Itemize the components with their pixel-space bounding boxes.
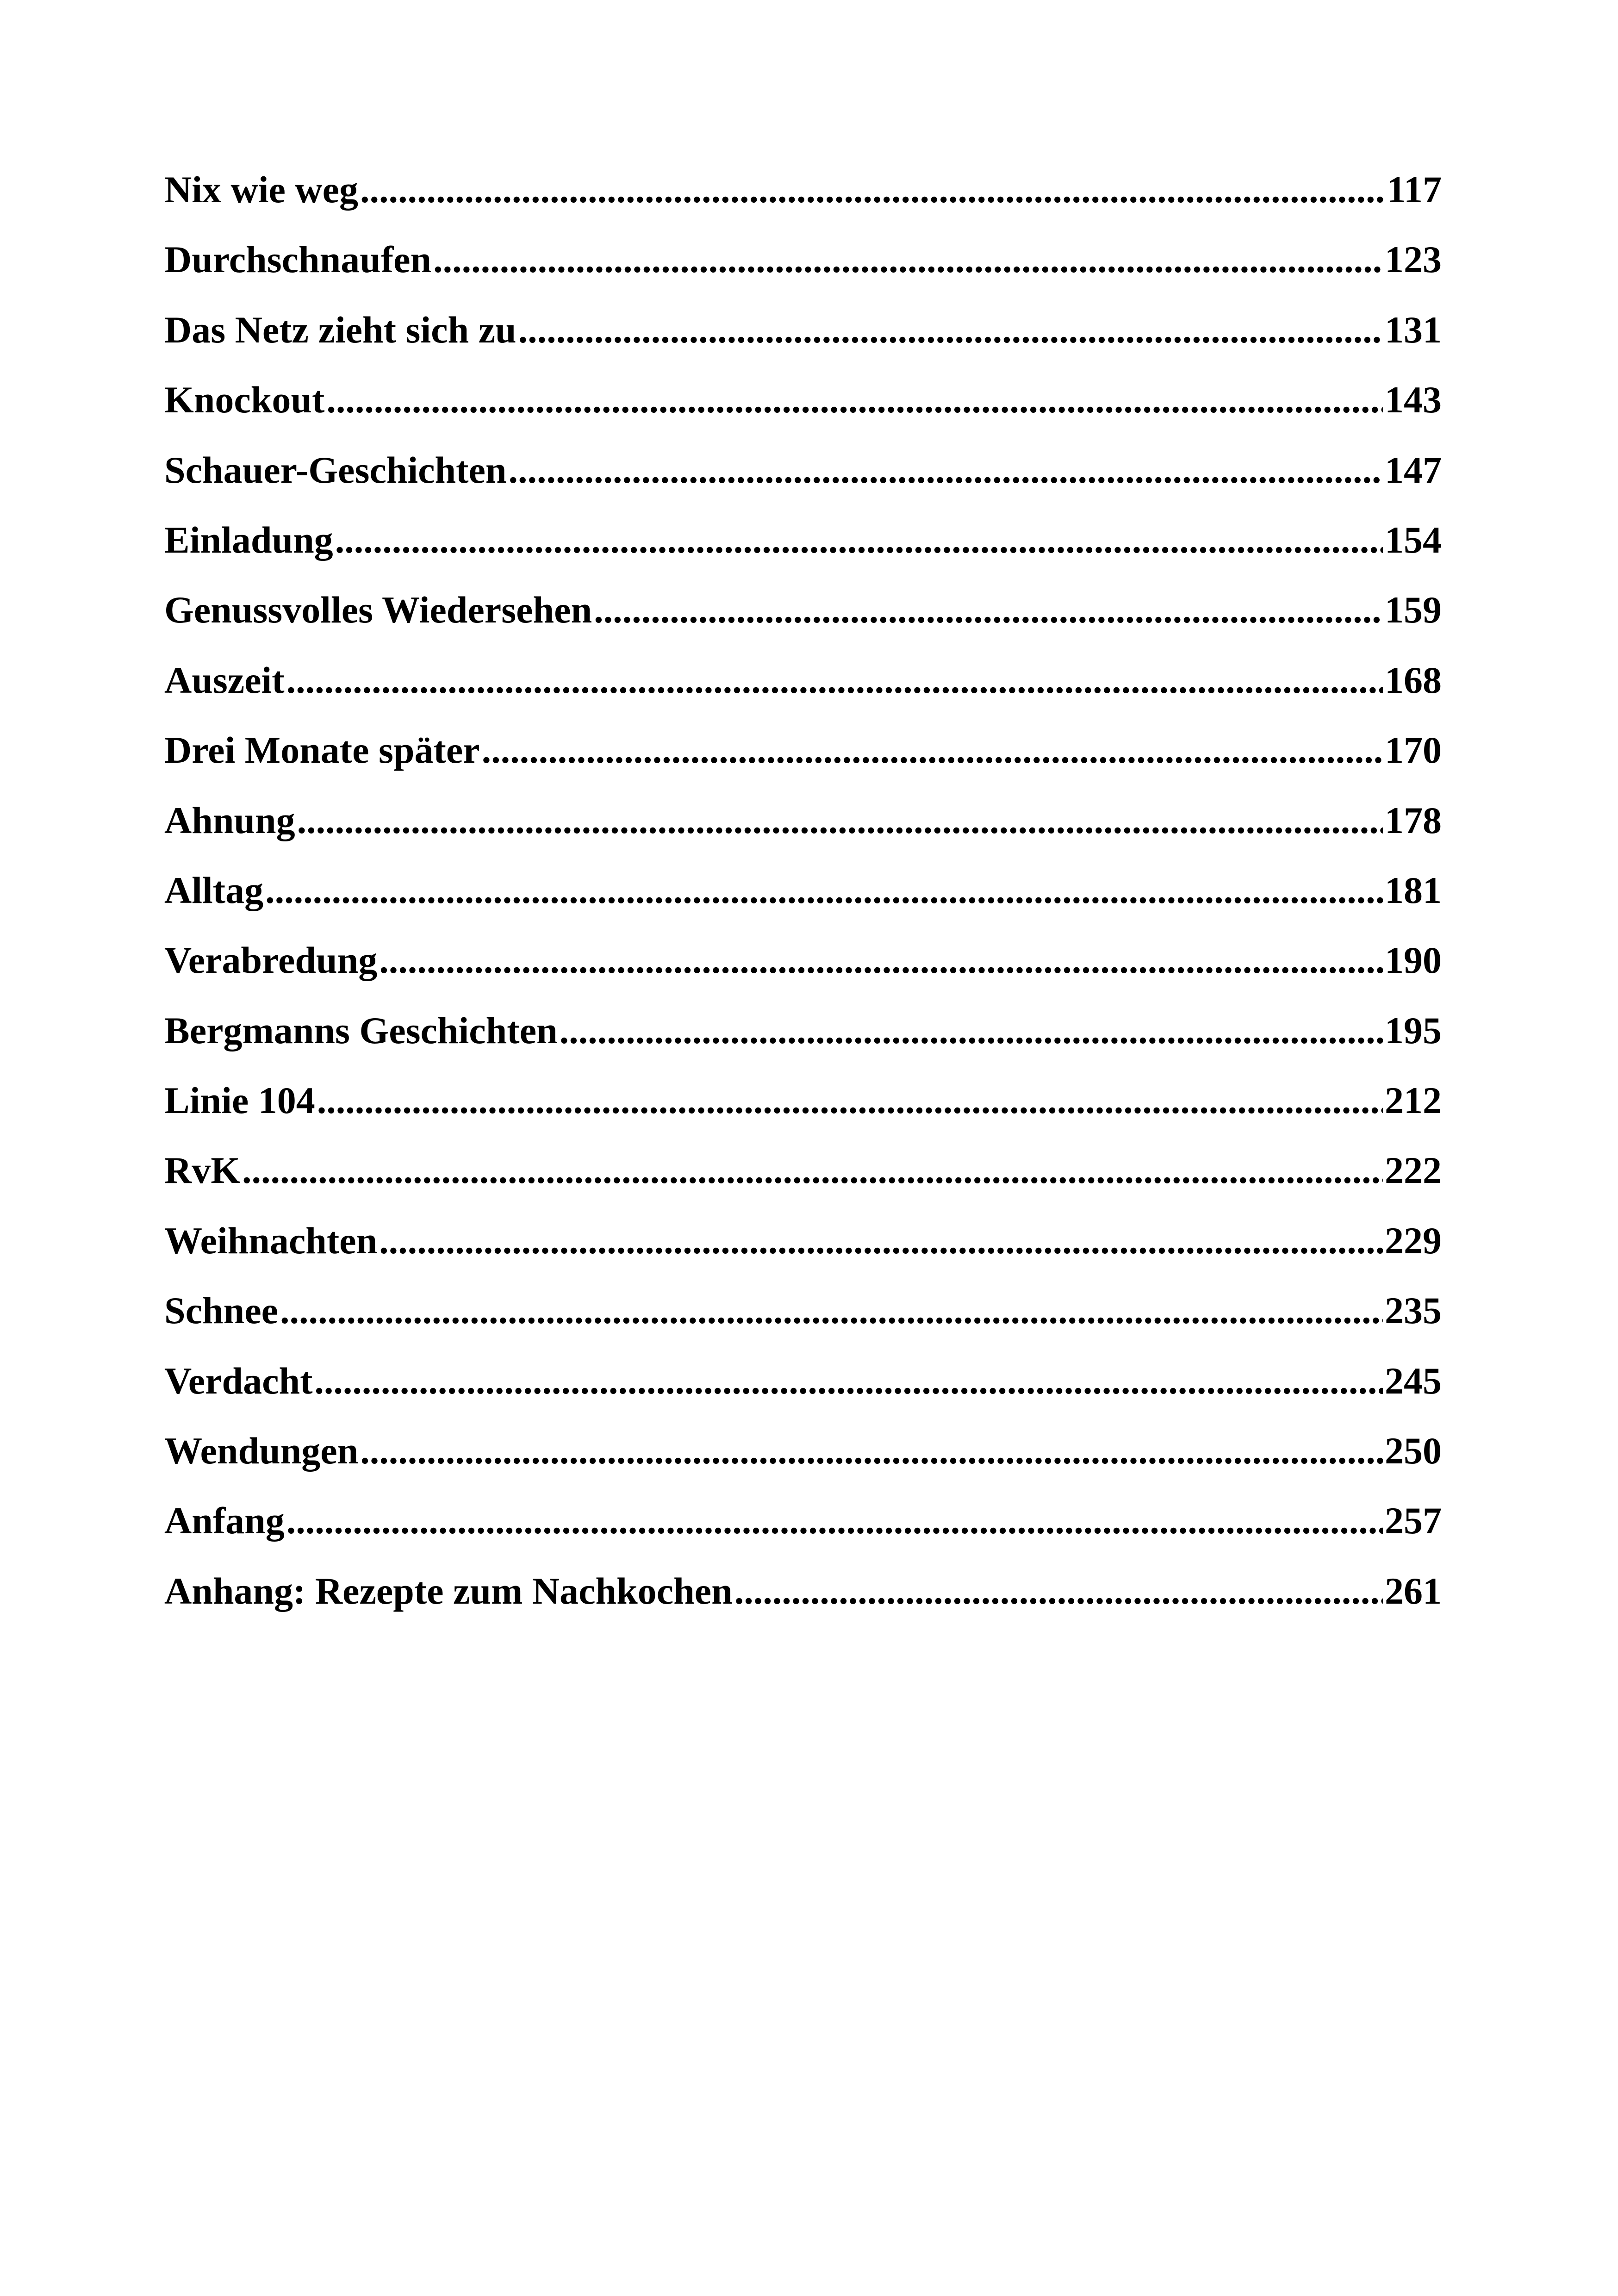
- toc-entry[interactable]: [164, 1486, 1442, 1556]
- toc-dot-leader: [280, 1276, 1383, 1345]
- toc-entry[interactable]: [164, 645, 1442, 715]
- toc-entry-page: 250: [1385, 1430, 1442, 1472]
- toc-entry-title: Wendungen: [164, 1430, 359, 1472]
- toc-entry[interactable]: [164, 1206, 1442, 1276]
- toc-entry[interactable]: [164, 1416, 1442, 1486]
- toc-entry[interactable]: [164, 435, 1442, 505]
- toc-dot-leader: [594, 575, 1383, 645]
- toc-entry[interactable]: [164, 996, 1442, 1065]
- toc-entry-page: 154: [1385, 518, 1442, 561]
- toc-entry-title: Weihnachten: [164, 1219, 378, 1262]
- toc-entry-title: Alltag: [164, 869, 264, 911]
- toc-dot-leader: [379, 925, 1383, 995]
- toc-entry[interactable]: [164, 715, 1442, 785]
- toc-entry-page: 257: [1385, 1500, 1442, 1542]
- toc-dot-leader: [297, 785, 1383, 855]
- toc-entry-title: Knockout: [164, 379, 325, 421]
- toc-entry-page: 261: [1385, 1569, 1442, 1612]
- toc-dot-leader: [242, 1135, 1383, 1205]
- toc-entry[interactable]: [164, 1276, 1442, 1345]
- toc-dot-leader: [314, 1346, 1383, 1416]
- toc-dot-leader: [286, 1486, 1383, 1556]
- toc-entry-page: 212: [1385, 1079, 1442, 1122]
- toc-entry[interactable]: [164, 224, 1442, 294]
- toc-entry-page: 222: [1385, 1149, 1442, 1192]
- toc-entry[interactable]: [164, 785, 1442, 855]
- toc-entry-page: 159: [1385, 589, 1442, 631]
- toc-entry-page: 178: [1385, 799, 1442, 841]
- toc-entry-page: 229: [1385, 1219, 1442, 1262]
- toc-entry-title: Linie 104: [164, 1079, 315, 1122]
- toc-entry[interactable]: [164, 575, 1442, 645]
- toc-entry-page: 235: [1385, 1289, 1442, 1332]
- toc-entry-page: 170: [1385, 729, 1442, 772]
- toc-entry[interactable]: [164, 505, 1442, 575]
- toc-entry-title: Schauer-Geschichten: [164, 448, 507, 491]
- toc-entry-title: Drei Monate später: [164, 729, 480, 772]
- toc-dot-leader: [326, 365, 1383, 435]
- toc-entry-page: 195: [1385, 1009, 1442, 1052]
- toc-entry[interactable]: [164, 365, 1442, 435]
- toc-entry-page: 117: [1387, 168, 1442, 211]
- toc-entry-page: 147: [1385, 448, 1442, 491]
- toc-dot-leader: [508, 435, 1383, 505]
- toc-dot-leader: [482, 715, 1383, 785]
- toc-entry-page: 245: [1385, 1359, 1442, 1402]
- toc-entry[interactable]: [164, 1065, 1442, 1135]
- toc-dot-leader: [286, 645, 1383, 715]
- toc-dot-leader: [433, 224, 1383, 294]
- toc-entry[interactable]: [164, 1346, 1442, 1416]
- toc-dot-leader: [335, 505, 1383, 575]
- toc-dot-leader: [560, 996, 1383, 1065]
- toc-dot-leader: [360, 155, 1385, 224]
- toc-entry[interactable]: [164, 155, 1442, 224]
- table-of-contents: [164, 155, 1442, 1626]
- toc-dot-leader: [379, 1206, 1383, 1276]
- toc-entry-title: Durchschnaufen: [164, 238, 432, 281]
- toc-entry-title: Anfang: [164, 1500, 285, 1542]
- toc-entry[interactable]: [164, 295, 1442, 365]
- toc-entry-page: 143: [1385, 379, 1442, 421]
- toc-entry-page: 190: [1385, 939, 1442, 982]
- toc-dot-leader: [734, 1556, 1383, 1626]
- toc-entry[interactable]: [164, 1556, 1442, 1626]
- toc-entry-title: Das Netz zieht sich zu: [164, 308, 517, 351]
- toc-entry-page: 181: [1385, 869, 1442, 911]
- toc-entry-title: Genussvolles Wiedersehen: [164, 589, 592, 631]
- toc-entry[interactable]: [164, 1135, 1442, 1205]
- toc-dot-leader: [317, 1065, 1383, 1135]
- toc-entry-title: Bergmanns Geschichten: [164, 1009, 558, 1052]
- toc-entry-page: 123: [1385, 238, 1442, 281]
- toc-entry-title: RvK: [164, 1149, 240, 1192]
- toc-entry-page: 131: [1385, 308, 1442, 351]
- toc-entry-title: Anhang: Rezepte zum Nachkochen: [164, 1569, 733, 1612]
- toc-entry-title: Verdacht: [164, 1359, 313, 1402]
- toc-entry-title: Auszeit: [164, 659, 285, 701]
- toc-entry-title: Verabredung: [164, 939, 378, 982]
- toc-dot-leader: [265, 855, 1383, 925]
- toc-entry-title: Einladung: [164, 518, 333, 561]
- toc-entry-title: Nix wie weg: [164, 168, 359, 211]
- toc-entry-page: 168: [1385, 659, 1442, 701]
- toc-entry[interactable]: [164, 855, 1442, 925]
- toc-dot-leader: [360, 1416, 1383, 1486]
- toc-dot-leader: [518, 295, 1383, 365]
- toc-entry-title: Ahnung: [164, 799, 295, 841]
- toc-entry-title: Schnee: [164, 1289, 278, 1332]
- toc-entry[interactable]: [164, 925, 1442, 995]
